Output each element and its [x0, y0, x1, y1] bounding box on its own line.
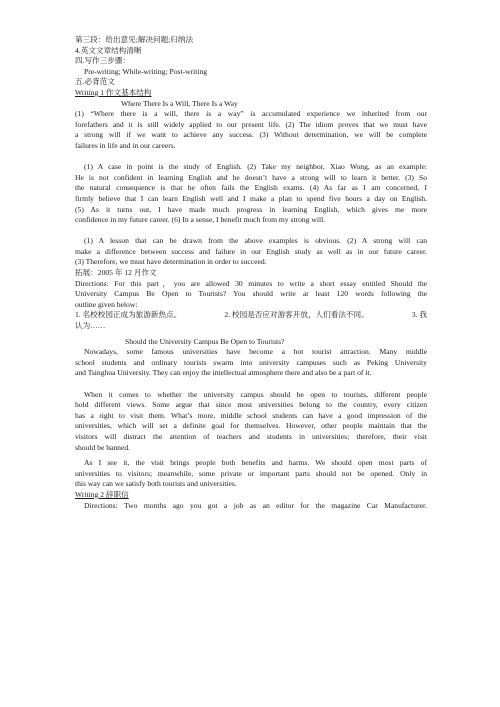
outline-list — [75, 310, 427, 321]
heading-line: 四.写作三步骤： — [75, 56, 131, 66]
essay-title: Should the University Campus Be Open to Tourists? — [125, 336, 285, 346]
paragraph-line: a strong will if we want to achieve any success. (3) Without determination, we will be complete — [75, 130, 427, 140]
outline-item: 1. 名校校园正成为旅游新热点。 — [75, 310, 182, 320]
directions-line: Directions: Two months ago you got a job as an editor for the magazine Car Manufacturer. — [84, 500, 427, 510]
paragraph-line: and Tsinghua University. They can enjoy the intellectual atmosphere there and also be a part of it. — [75, 368, 372, 378]
outline-item: 2. 校园是否应对游客开放，人们看法不同。 — [224, 310, 369, 320]
extension-label: 拓展：2005 年 12 月作文 — [75, 268, 157, 278]
directions-line: outline given below: — [75, 299, 138, 309]
directions-line: University Campus Be Open to Tourists? You should write at least 120 words following the — [75, 289, 427, 299]
document-page — [75, 35, 427, 511]
paragraph-line: failures in life and in our careers. — [75, 140, 176, 150]
paragraph-line: hold different views. Some argue that since most universities belong to the country, every citizen — [75, 400, 427, 410]
paragraph-line: (1) “Where there is a will, there is a way” is accumulated experience we inherited from our — [75, 109, 427, 119]
paragraph-line: firmly believe that I can learn English well and I make a plan to spend five hours a day on English. — [75, 193, 427, 203]
spacer — [75, 152, 427, 163]
paragraph-line: (1) A lesson that can be drawn from the above examples is obvious. (2) A strong will can — [84, 236, 427, 246]
paragraph-line: school students and ordinary tourists swarm into university campuses such as Peking University — [75, 357, 427, 367]
paragraph-line: When it comes to whether the university campus should be open to tourists, different people — [84, 389, 427, 399]
essay-title: Where There Is a Will, There Is a Way — [121, 98, 238, 108]
paragraph-line: the natural consequence is that he often fails the English exams. (4) As far as I am concerned, I — [75, 183, 427, 193]
paragraph-line: should be banned. — [75, 442, 131, 452]
writing1-label: Writing 1 作文基本结构 — [75, 87, 152, 97]
paragraph-line: this way can we satisfy both tourists and universities. — [75, 479, 237, 489]
paragraph-line: (1) A case in point is the study of English. (2) Take my neighbor, Xiao Wong, as an example: — [84, 162, 427, 172]
heading-line: Pre-writing; While-writing; Post-writing — [84, 66, 208, 76]
paragraph-line: forefathers and it is still widely applied to our present life. (2) The idiom proves that we must have — [75, 119, 427, 129]
paragraph-line: As I see it, the visit brings people both benefits and harms. We should open most parts of — [84, 458, 427, 468]
paragraph-line: universities, which will set a definite goal for themselves. However, other people maintain that the — [75, 421, 427, 431]
paragraph-line: He is not confident in learning English and he doesn’t have a strong will to learn it better. (3) So — [75, 172, 427, 182]
paragraph-line: make a difference between success and failure in our English study as well as in our future career. — [75, 246, 427, 256]
paragraph-line: Nowadays, some famous universities have become a hot tourist attraction. Many middle — [84, 347, 427, 357]
heading-line: 五.必背范文 — [75, 77, 115, 87]
outline-item: 3. 我 — [411, 310, 427, 320]
heading-line: 第三段：给出意见;解决问题;归纳法 — [75, 35, 194, 44]
outline-continuation: 认为…… — [75, 321, 106, 331]
paragraph-line: confidence in my future career. (6) In a sense, I benefit much from my strong will. — [75, 215, 326, 225]
paragraph-line: universities to visitors; meanwhile, some private or important parts should not be opened. Only in — [75, 468, 427, 478]
writing2-label: Writing 2 辞职信 — [75, 489, 129, 499]
paragraph-line: (3) Therefore, we must have determination in order to succeed. — [75, 257, 267, 267]
paragraph-line: has a right to visit them. What’s more, middle school students can have a good impression of the — [75, 410, 427, 420]
spacer — [75, 226, 427, 237]
paragraph-line: (5) As it turns out, I have made much progress in learning English, which gives me more — [75, 204, 427, 214]
spacer — [75, 379, 427, 390]
directions-line: Directions: For this part，you are allowed 30 minutes to write a short essay entitled Should the — [75, 278, 427, 288]
heading-line: 4.英文文章结构清晰 — [75, 45, 142, 55]
paragraph-line: visitors will distract the attention of teachers and students in universities; therefore, their visit — [75, 431, 427, 441]
